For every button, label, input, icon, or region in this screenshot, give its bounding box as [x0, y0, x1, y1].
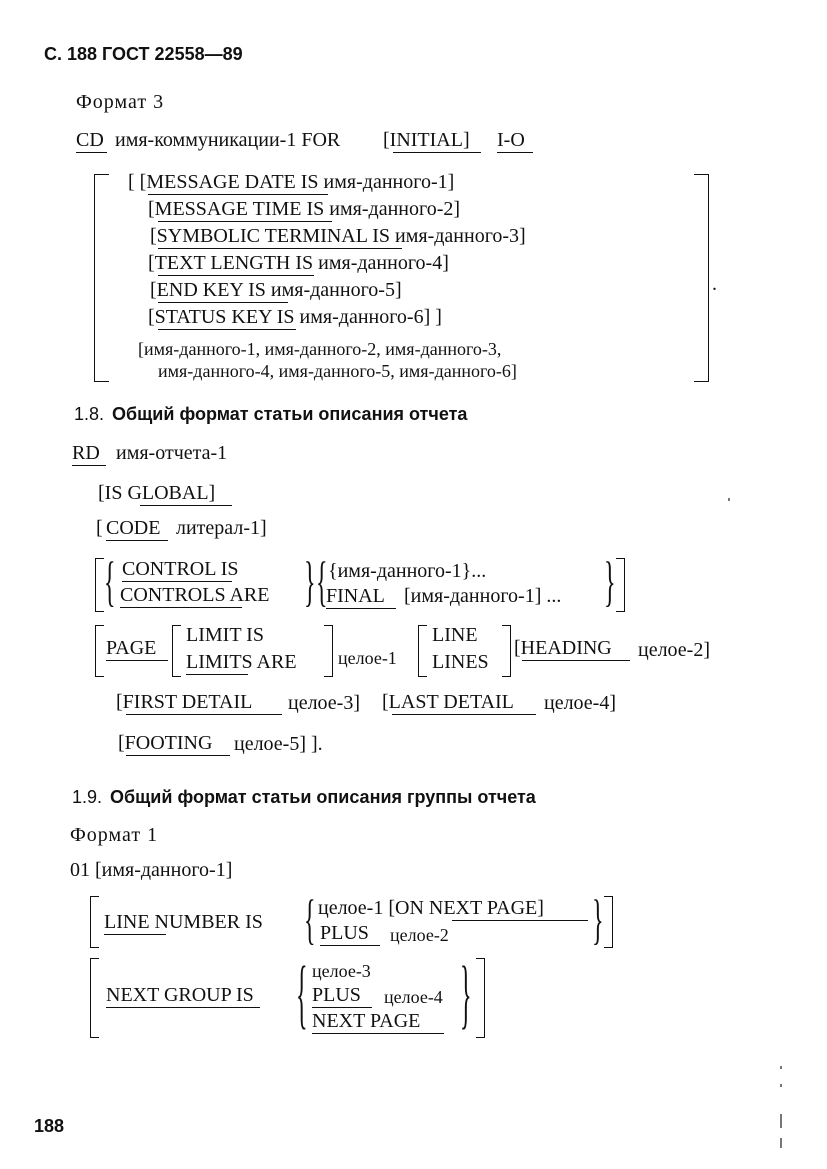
clause-end-key: [END KEY IS имя-данного-5]: [150, 279, 402, 301]
section-1-8-heading: Общий формат статьи описания отчета: [112, 404, 468, 424]
control-left-bracket: [95, 558, 104, 612]
control-options-right-brace: }: [604, 553, 616, 614]
io-underline: [497, 152, 533, 153]
final-keyword: FINAL: [326, 585, 385, 607]
next-group-left-brace: {: [296, 954, 308, 1038]
control-options-left-brace: {: [316, 553, 328, 614]
code-rest: литерал-1]: [176, 517, 267, 539]
group-left-bracket: [94, 174, 109, 382]
next-page-option-underline: [312, 1033, 444, 1034]
next-group-keyword: NEXT GROUP IS: [106, 984, 254, 1006]
clause-message-date: [ [MESSAGE DATE IS имя-данного-1]: [128, 171, 455, 193]
control-right-brace: }: [304, 553, 316, 614]
cd-keyword: CD: [76, 129, 104, 151]
page-integer-1: целое-1: [338, 648, 397, 668]
group-trailing-dot: .: [712, 273, 717, 295]
plus-underline: [320, 945, 380, 946]
rd-text: имя-отчета-1: [116, 442, 228, 464]
section-1-8-number: 1.8.: [74, 404, 105, 424]
underline-end-key: [158, 302, 288, 303]
controls-underline: [120, 607, 242, 608]
final-underline: [326, 608, 396, 609]
page-header: С. 188 ГОСТ 22558—89: [44, 44, 243, 64]
limits-are: LIMITS ARE: [186, 651, 297, 673]
first-detail-keyword: [FIRST DETAIL: [116, 691, 253, 713]
underline-symbolic-terminal: [158, 248, 402, 249]
next-group-plus-keyword: PLUS: [312, 984, 361, 1006]
initial-clause: [INITIAL]: [383, 129, 470, 151]
footing-underline: [126, 755, 230, 756]
code-open-bracket: [: [96, 517, 103, 539]
clause-message-time: [MESSAGE TIME IS имя-данного-2]: [148, 198, 461, 220]
page-underline: [106, 660, 168, 661]
footing-keyword: [FOOTING: [118, 732, 213, 754]
line-right-bracket: [502, 625, 511, 677]
limit-is: LIMIT IS: [186, 624, 264, 646]
cd-text: имя-коммуникации-1 FOR: [115, 129, 341, 151]
scan-speck: [728, 498, 730, 501]
first-detail-rest: целое-3]: [288, 692, 361, 714]
next-page-option: NEXT PAGE: [312, 1010, 421, 1032]
data-names-line-2: имя-данного-4, имя-данного-5, имя-данного-6]: [158, 361, 517, 381]
next-group-right-brace: }: [460, 954, 472, 1038]
scan-speck: [780, 1114, 782, 1128]
underline-status-key: [158, 329, 296, 330]
page-number: 188: [34, 1116, 65, 1136]
line-number-right-brace: }: [592, 891, 604, 952]
next-group-option-2-rest: целое-4: [384, 987, 443, 1007]
controls-are: CONTROLS ARE: [120, 584, 270, 606]
cd-underline: [76, 152, 107, 153]
format-3-title: Формат 3: [76, 91, 165, 113]
is-global-clause: [IS GLOBAL]: [98, 482, 216, 504]
limit-right-bracket: [324, 625, 333, 677]
heading-underline: [522, 660, 630, 661]
line-left-bracket: [418, 625, 427, 677]
initial-underline: [393, 152, 481, 153]
next-group-option-1: целое-3: [312, 961, 371, 981]
limits-underline: [186, 674, 248, 675]
limit-left-bracket: [172, 625, 181, 677]
control-left-brace: {: [104, 553, 116, 614]
control-underline: [122, 581, 232, 582]
scan-speck: [780, 1084, 782, 1087]
underline-text-length: [158, 275, 314, 276]
section-1-9-heading: Общий формат статьи описания группы отчета: [110, 787, 536, 807]
section-1-9-number: 1.9.: [72, 787, 103, 807]
line-number-right-bracket: [604, 896, 613, 948]
code-keyword: CODE: [106, 517, 161, 539]
next-group-plus-underline: [312, 1007, 372, 1008]
line-underline: [104, 934, 166, 935]
line-number-keyword: LINE NUMBER IS: [104, 911, 263, 933]
line-number-left-brace: {: [304, 891, 316, 952]
code-underline: [106, 540, 168, 541]
level-01-line: 01 [имя-данного-1]: [70, 859, 233, 881]
underline-message-date: [148, 194, 328, 195]
data-names-line-1: [имя-данного-1, имя-данного-2, имя-данного-3,: [138, 339, 502, 359]
page-keyword: PAGE: [106, 637, 157, 659]
clause-text-length: [TEXT LENGTH IS имя-данного-4]: [148, 252, 449, 274]
last-detail-underline: [392, 714, 536, 715]
clause-status-key: [STATUS KEY IS имя-данного-6] ]: [148, 306, 442, 328]
next-page-underline: [452, 920, 588, 921]
line-keyword: LINE: [432, 624, 478, 646]
clause-symbolic-terminal: [SYMBOLIC TERMINAL IS имя-данного-3]: [150, 225, 526, 247]
last-detail-keyword: [LAST DETAIL: [382, 691, 514, 713]
io-keyword: I-O: [497, 129, 525, 151]
control-is: CONTROL IS: [122, 558, 239, 580]
scan-speck: [780, 1066, 782, 1069]
control-option-data: {имя-данного-1}...: [328, 560, 487, 582]
group-right-bracket: [694, 174, 709, 382]
next-group-underline: [106, 1007, 260, 1008]
first-detail-underline: [126, 714, 282, 715]
underline-message-time: [158, 221, 332, 222]
control-right-bracket: [616, 558, 625, 612]
rd-keyword: RD: [72, 442, 100, 464]
rd-underline: [72, 465, 106, 466]
page-left-bracket: [95, 625, 104, 677]
next-group-right-bracket: [476, 958, 485, 1038]
line-number-option-2-rest: целое-2: [390, 925, 449, 945]
scan-speck: [780, 1138, 782, 1148]
plus-keyword: PLUS: [320, 922, 369, 944]
line-number-left-bracket: [90, 896, 99, 948]
heading-integer: целое-2]: [638, 639, 711, 661]
control-option-final-rest: [имя-данного-1] ...: [404, 585, 562, 607]
footing-rest: целое-5] ].: [234, 733, 323, 755]
format-1-title: Формат 1: [70, 824, 159, 846]
line-number-option-1: целое-1 [ON NEXT PAGE]: [318, 897, 544, 919]
lines-keyword: LINES: [432, 651, 489, 673]
next-group-left-bracket: [90, 958, 99, 1038]
global-underline: [140, 505, 232, 506]
last-detail-rest: целое-4]: [544, 692, 617, 714]
heading-keyword: [HEADING: [514, 637, 612, 659]
